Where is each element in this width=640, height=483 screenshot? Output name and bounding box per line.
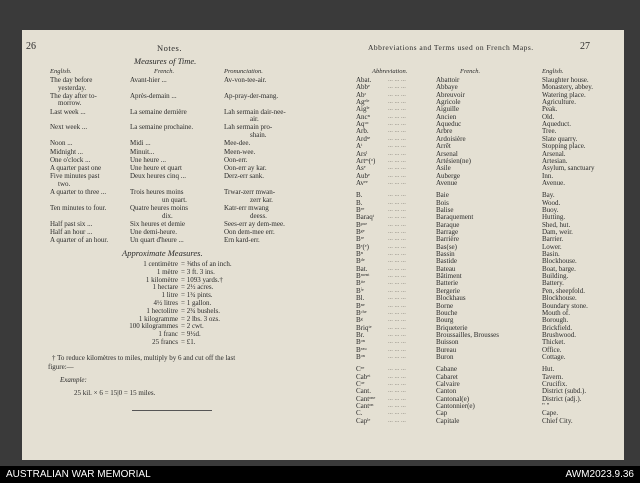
time-english: A quarter past one — [50, 164, 102, 173]
time-french: Une demi-heure. — [130, 228, 178, 237]
abbr-french: Buisson — [436, 338, 459, 347]
abbr-abbreviation: Abʳ — [356, 90, 367, 99]
abbr-french: Artésien(ne) — [436, 156, 471, 165]
leader-dots: ... ... ... — [388, 308, 406, 316]
abbr-french: Arsenal — [436, 149, 458, 158]
abbr-english: Barrier. — [542, 235, 564, 244]
abbr-abbreviation: Arsˡ — [356, 149, 368, 158]
measure-english: = 2½ acres. — [181, 283, 214, 292]
time-english: Half an hour ... — [50, 228, 93, 237]
abbr-french: Cantonal(e) — [436, 394, 470, 403]
right-page — [324, 30, 624, 460]
time-pronunciation: Meen-wee. — [224, 147, 256, 156]
abbr-english: Aqueduct. — [542, 120, 571, 129]
time-english: A quarter of an hour. — [50, 236, 109, 245]
abbr-english: Lower. — [542, 242, 562, 251]
abbr-abbreviation: Bᵍᵉ — [356, 228, 365, 236]
abbr-french: Batterie — [436, 279, 459, 288]
abbr-french: Briqueterie — [436, 323, 468, 332]
leader-dots: ... ... ... — [388, 235, 406, 243]
abbr-english: Thicket. — [542, 338, 566, 347]
time-french: Trois heures moins — [130, 188, 184, 197]
time-pronunciation: Oon-err ay kar. — [224, 164, 267, 173]
left-page — [22, 30, 325, 460]
abbr-abbreviation: Bᵠᵘᵉ — [356, 220, 368, 229]
abbr-abbreviation: Cabᵉᵗ — [356, 372, 371, 381]
abbr-french: Calvaire — [436, 380, 460, 388]
time-french: Un quart d'heure ... — [130, 236, 184, 245]
abbr-english: Arsenal. — [542, 149, 566, 158]
abbr-english: Peak. — [542, 105, 558, 114]
abbr-abbreviation: Aubᵉ — [356, 171, 370, 180]
abbr-french: Blockhaus — [436, 294, 466, 303]
abbr-french: Bâtiment — [436, 272, 462, 281]
abbr-english: Inn. — [542, 171, 554, 180]
col-header-english: English. — [50, 68, 72, 75]
leader-dots: ... ... ... — [388, 338, 406, 346]
abbr-english: Blockhouse. — [542, 294, 577, 303]
abbr-french: Ancien — [436, 112, 457, 121]
abbr-abbreviation: Cᵉᵉ — [356, 365, 365, 374]
abbr-french: Balise — [436, 205, 454, 214]
measure-french: 1 kilogramme — [138, 314, 178, 323]
abbr-abbreviation: Cantᵒⁿ — [356, 402, 374, 411]
abbr-abbreviation: Cᵒᵉ — [356, 380, 365, 388]
measure-english: = 2 cwt. — [181, 322, 204, 331]
time-pronunciation: Oon dem-mee err. — [224, 228, 275, 237]
abbr-abbreviation: Abbᵉ — [356, 83, 370, 92]
leader-dots: ... ... ... — [388, 409, 406, 417]
abbr-french: Barrière — [436, 235, 459, 244]
time-french: Quatre heures moins — [130, 204, 188, 212]
abbr-abbreviation: Aigˡᵉ — [356, 105, 370, 114]
example-label: Example: — [60, 376, 87, 384]
abbr-abbreviation: Bⁿ — [356, 250, 363, 259]
measure-french: 1 kilomètre — [145, 275, 178, 284]
leader-dots: ... ... ... — [388, 242, 406, 250]
left-running-head: Notes. — [157, 43, 182, 53]
abbr-abbreviation: Agᵉˡᵉ — [356, 98, 370, 107]
leader-dots: ... ... ... — [388, 272, 406, 280]
leader-dots: ... ... ... — [388, 76, 406, 83]
abbr-abbreviation: Asᵉ — [356, 164, 366, 173]
time-english: Noon ... — [50, 139, 73, 148]
time-pronunciation: Ap-pray-der-mang. — [224, 91, 279, 100]
leader-dots: ... ... ... — [388, 127, 406, 135]
abbr-english: Old. — [542, 112, 555, 121]
abbr-french: Aqueduc — [436, 120, 462, 129]
abbr-english: Brushwood. — [542, 330, 577, 339]
abbr-english: Mouth of. — [542, 308, 570, 317]
time-english: A quarter to three ... — [50, 188, 107, 197]
abbr-abbreviation: Artᵉˢ(ᵒ) — [356, 156, 376, 165]
time-english-cont: morrow. — [58, 99, 82, 108]
leader-dots: ... ... ... — [388, 171, 406, 179]
time-french: La semaine dernière — [130, 107, 187, 116]
abbr-english: Dam, weir. — [542, 228, 573, 236]
time-pronunciation: Av-von-tee-air. — [224, 76, 267, 84]
time-english: Ten minutes to four. — [50, 204, 107, 212]
abbr-french: Aiguille — [436, 105, 459, 114]
abbr-english: Stopping place. — [542, 142, 586, 151]
abbr-abbreviation: B. — [356, 191, 363, 200]
abbr-french: Bourg — [436, 316, 454, 325]
abbr-abbreviation: Cantᵒⁿᵉ — [356, 394, 376, 403]
abbr-english: Cottage. — [542, 352, 566, 361]
abbr-english: Office. — [542, 345, 562, 354]
time-pronunciation: Lah sermain dair-nee- — [224, 107, 286, 116]
leader-dots: ... ... ... — [388, 156, 406, 164]
abbr-french: Bassin — [436, 250, 455, 259]
time-pronunciation-cont: shain. — [250, 130, 267, 139]
leader-dots: ... ... ... — [388, 301, 406, 309]
abbr-french: Bas(se) — [436, 242, 457, 251]
abbr-french: Avenue — [436, 178, 458, 187]
time-english: One o'clock ... — [50, 155, 91, 164]
abbr-english: Borough. — [542, 316, 569, 325]
abbr-english: Blockhouse. — [542, 257, 577, 266]
time-pronunciation: Derz-err sank. — [224, 172, 265, 181]
time-pronunciation: Ern kard-err. — [224, 236, 260, 245]
abbr-french: Baie — [436, 191, 449, 200]
abbr-abbreviation: Br. — [356, 330, 365, 339]
abbr-french: Arrêt — [436, 142, 451, 151]
time-french: Une heure ... — [130, 155, 166, 164]
abbr-french: Barrage — [436, 228, 459, 236]
leader-dots: ... ... ... — [388, 220, 406, 228]
abbr-english: Tavern. — [542, 372, 564, 381]
measure-french: 100 kilogrammes — [129, 322, 178, 331]
abbr-abbreviation: Bᵐᵉⁿᵗ — [356, 272, 370, 281]
col-header-pronunciation: Pronunciation. — [224, 68, 263, 75]
abbr-abbreviation: Bl. — [356, 294, 365, 303]
leader-dots: ... ... ... — [388, 134, 406, 142]
time-pronunciation-cont: deess. — [250, 211, 267, 220]
leader-dots: ... ... ... — [388, 164, 406, 172]
abbr-english: Avenue. — [542, 178, 565, 187]
leader-dots: ... ... ... — [388, 191, 406, 199]
leader-dots: ... ... ... — [388, 205, 406, 213]
abbr-abbreviation: Bᵒⁿ — [356, 352, 365, 361]
abbr-abbreviation: Ardˢᵉ — [356, 134, 371, 143]
abbr-english: District (adj.). — [542, 394, 582, 403]
measure-english: = 9½d. — [181, 330, 201, 339]
measure-english: = 2 lbs. 3 ozs. — [181, 314, 220, 323]
leader-dots: ... ... ... — [388, 257, 406, 265]
approx-measures-title: Approximate Measures. — [122, 248, 203, 258]
measure-french: 1 hectare — [152, 283, 178, 292]
time-english: The day after to- — [50, 91, 97, 100]
abbr-abbreviation: Bⁿᵉ — [356, 301, 365, 310]
leader-dots: ... ... ... — [388, 213, 406, 221]
abbr-french: Borne — [436, 301, 454, 310]
abbr-english: Hut. — [542, 365, 555, 374]
abbr-english: Monastery, abbey. — [542, 83, 593, 92]
measure-french: 4½ litres — [153, 299, 178, 307]
abbr-english: Pen, sheepfold. — [542, 286, 585, 295]
abbr-french: Abreuvoir — [436, 90, 465, 99]
abbr-english: Hutting. — [542, 213, 566, 222]
time-french: Minuit... — [130, 147, 155, 156]
time-english: The day before — [50, 76, 93, 84]
abbr-french: Canton — [436, 387, 457, 396]
measure-french: 1 litre — [161, 291, 178, 300]
abbr-english: Buoy. — [542, 205, 559, 214]
leader-dots: ... ... ... — [388, 90, 406, 98]
leader-dots: ... ... ... — [388, 365, 406, 373]
leader-dots: ... ... ... — [388, 120, 406, 128]
time-french-cont: dix. — [162, 211, 173, 220]
time-pronunciation-cont: zerr kar. — [250, 195, 273, 204]
leader-dots: ... ... ... — [388, 394, 406, 402]
abbr-english: Brickfield. — [542, 323, 573, 332]
abbr-abbreviation: B. — [356, 198, 363, 207]
abbr-abbreviation: Bᵗᵗᵉ — [356, 279, 366, 288]
leader-dots: ... ... ... — [388, 345, 406, 353]
abbr-french: Cantonnier(e) — [436, 402, 475, 411]
archive-caption-bar — [0, 466, 640, 483]
col-header-french-right: French. — [460, 68, 481, 75]
abbr-french: Baraquement — [436, 213, 474, 222]
abbr-abbreviation: Arb. — [356, 127, 369, 136]
abbr-english: Artesian. — [542, 156, 568, 165]
abbr-abbreviation: Aᵗ — [356, 142, 363, 151]
leader-dots: ... ... ... — [388, 279, 406, 287]
abbr-french: Cabaret — [436, 372, 458, 381]
abbr-abbreviation: C. — [356, 409, 363, 418]
time-pronunciation-cont: air. — [250, 115, 259, 124]
time-pronunciation: Sees-err ay dem-mee. — [224, 219, 285, 228]
abbr-abbreviation: Aqᵘᶜ — [356, 120, 369, 129]
abbr-french: Bastide — [436, 257, 457, 266]
abbr-french: Bouche — [436, 308, 458, 317]
time-english: Last week ... — [50, 107, 86, 116]
left-page-number: 26 — [26, 41, 36, 52]
leader-dots: ... ... ... — [388, 149, 406, 157]
leader-dots: ... ... ... — [388, 178, 406, 186]
leader-dots: ... ... ... — [388, 142, 406, 150]
abbr-french: Bois — [436, 198, 449, 207]
abbr-french: Bureau — [436, 345, 457, 354]
abbr-english: Battery. — [542, 279, 564, 288]
time-pronunciation: Mee-dee. — [224, 139, 251, 148]
abbr-abbreviation: Bᵒⁿ — [356, 338, 365, 347]
abbr-french: Auberge — [436, 171, 460, 180]
time-english: Midnight ... — [50, 147, 84, 156]
footnote-line-1: † To reduce kilomètres to miles, multiply by 6 and cut off the last — [52, 354, 236, 362]
time-section-title: Measures of Time. — [134, 56, 197, 66]
time-pronunciation: Oon-err. — [224, 155, 248, 164]
col-header-french: French. — [154, 68, 175, 75]
abbr-english: Shed, hut. — [542, 220, 571, 229]
abbr-abbreviation: Cant. — [356, 387, 371, 396]
leader-dots: ... ... ... — [388, 83, 406, 91]
leader-dots: ... ... ... — [388, 98, 406, 106]
abbr-french: Capitale — [436, 416, 460, 425]
measure-french: 1 franc — [158, 330, 178, 339]
leader-dots: ... ... ... — [388, 316, 406, 324]
measure-english: = 1¾ pints. — [181, 291, 213, 300]
measure-english: = ⅜ths of an inch. — [181, 260, 232, 268]
abbr-english: Wood. — [542, 198, 561, 207]
bottom-rule — [132, 410, 212, 411]
time-english-cont: yesterday. — [58, 83, 87, 92]
abbr-english: Crucifix. — [542, 380, 568, 388]
abbr-french: Buron — [436, 352, 454, 361]
caption-accession-number: AWM2023.9.36 — [565, 469, 634, 480]
abbr-abbreviation: Bʳᵉ — [356, 235, 364, 244]
leader-dots: ... ... ... — [388, 416, 406, 424]
abbr-french: Ardoisière — [436, 134, 466, 143]
abbr-abbreviation: Bᵉᵉ — [356, 205, 365, 214]
abbr-english: Tree. — [542, 127, 557, 136]
leader-dots: ... ... ... — [388, 294, 406, 302]
right-page-number: 27 — [580, 41, 590, 52]
abbr-abbreviation: Avᵉᵉ — [356, 178, 368, 187]
time-french: La semaine prochaine. — [130, 123, 194, 132]
caption-institution: AUSTRALIAN WAR MEMORIAL — [6, 469, 151, 480]
time-english: Five minutes past — [50, 172, 100, 181]
abbr-english: Cape. — [542, 409, 559, 418]
abbr-french: Bergerie — [436, 286, 460, 295]
abbr-french: Agricole — [436, 98, 461, 107]
abbr-english: Agriculture. — [542, 98, 577, 107]
abbr-english: Slate quarry. — [542, 134, 578, 143]
col-header-english-right: English. — [542, 68, 564, 75]
time-french: Après-demain ... — [130, 91, 177, 100]
time-french: Midi ... — [130, 139, 151, 148]
leader-dots: ... ... ... — [388, 112, 406, 120]
abbr-french: Cap — [436, 409, 448, 418]
time-french-cont: un quart. — [162, 195, 187, 204]
measure-french: 1 hectolitre — [146, 306, 178, 315]
example-text: 25 kil. × 6 = 15|0 = 15 miles. — [74, 389, 156, 397]
abbr-abbreviation: Bᵉ(ᵉ) — [356, 242, 369, 251]
right-running-head: Abbreviations and Terms used on French Maps. — [368, 43, 534, 52]
abbr-abbreviation: Briqᵗᵉ — [356, 323, 372, 332]
abbr-english: Chief City. — [542, 416, 573, 425]
measure-french: 1 mètre — [156, 267, 178, 276]
abbr-french: Cabane — [436, 365, 457, 374]
abbr-english: Boundary stone. — [542, 301, 588, 310]
leader-dots: ... ... ... — [388, 402, 406, 410]
leader-dots: ... ... ... — [388, 105, 406, 113]
abbr-french: Abattoir — [436, 76, 460, 84]
abbr-english: Basin. — [542, 250, 560, 259]
abbr-abbreviation: Bat. — [356, 264, 368, 273]
time-pronunciation: Trwar-zerr mwan- — [224, 188, 276, 197]
abbr-abbreviation: Bᵉᵃᵘ — [356, 345, 367, 354]
abbr-abbreviation: Bᶜʰᵉ — [356, 308, 367, 317]
abbr-abbreviation: Capˡᵉ — [356, 416, 371, 425]
abbr-english: Asylum, sanctuary — [542, 164, 595, 173]
abbr-english: Boat, barge. — [542, 264, 576, 273]
abbr-french: Baraque — [436, 220, 460, 229]
abbr-french: Arbre — [436, 127, 453, 136]
time-english-cont: two. — [58, 179, 71, 188]
leader-dots: ... ... ... — [388, 372, 406, 380]
leader-dots: ... ... ... — [388, 380, 406, 387]
abbr-french: Abbaye — [436, 83, 458, 92]
leader-dots: ... ... ... — [388, 286, 406, 294]
abbr-abbreviation: Ancⁿ — [356, 112, 370, 121]
abbr-english: Building. — [542, 272, 569, 281]
time-french: Avant-hier ... — [130, 76, 167, 84]
leader-dots: ... ... ... — [388, 352, 406, 360]
leader-dots: ... ... ... — [388, 228, 406, 235]
abbr-french: Broussailles, Brousses — [436, 330, 499, 339]
time-english: Next week ... — [50, 123, 88, 132]
abbr-abbreviation: Bᵍ — [356, 316, 363, 325]
measure-english: = £1. — [181, 338, 196, 346]
time-french: Six heures et demie — [130, 219, 186, 228]
time-pronunciation: Katr-err mwang — [224, 204, 269, 212]
abbr-english: Watering place. — [542, 90, 586, 99]
measure-english: = 1093 yards.† — [181, 275, 223, 284]
abbr-abbreviation: Abat. — [356, 76, 372, 84]
measure-english: = 2¾ bushels. — [181, 306, 220, 315]
leader-dots: ... ... ... — [388, 198, 406, 206]
footnote-line-2: figure:— — [48, 363, 74, 371]
leader-dots: ... ... ... — [388, 250, 406, 258]
time-french: Deux heures cinq ... — [130, 172, 186, 181]
time-english: Half past six ... — [50, 219, 93, 228]
time-french: Une heure et quart — [130, 164, 182, 173]
leader-dots: ... ... ... — [388, 264, 406, 272]
abbr-abbreviation: Bⁱᵉ — [356, 286, 364, 295]
col-header-abbreviation: Abbreviation. — [372, 68, 408, 75]
measure-french: 1 centimètre — [143, 260, 178, 268]
time-pronunciation: Lah sermain pro- — [224, 123, 273, 132]
abbr-french: Bateau — [436, 264, 456, 273]
measure-french: 25 francs — [152, 338, 178, 346]
abbr-english: Slaughter house. — [542, 76, 589, 84]
abbr-english: " " — [542, 402, 550, 411]
leader-dots: ... ... ... — [388, 323, 406, 331]
abbr-french: Asile — [436, 164, 451, 173]
abbr-abbreviation: Baraqᵗ — [356, 213, 375, 222]
abbr-abbreviation: Bᵈᵉ — [356, 257, 365, 266]
leader-dots: ... ... ... — [388, 330, 406, 338]
measure-english: = 1 gallon. — [181, 299, 212, 307]
leader-dots: ... ... ... — [388, 387, 406, 395]
abbr-english: Bay. — [542, 191, 555, 200]
measure-english: = 3 ft. 3 ins. — [181, 267, 215, 276]
abbr-english: District (subd.). — [542, 387, 587, 396]
